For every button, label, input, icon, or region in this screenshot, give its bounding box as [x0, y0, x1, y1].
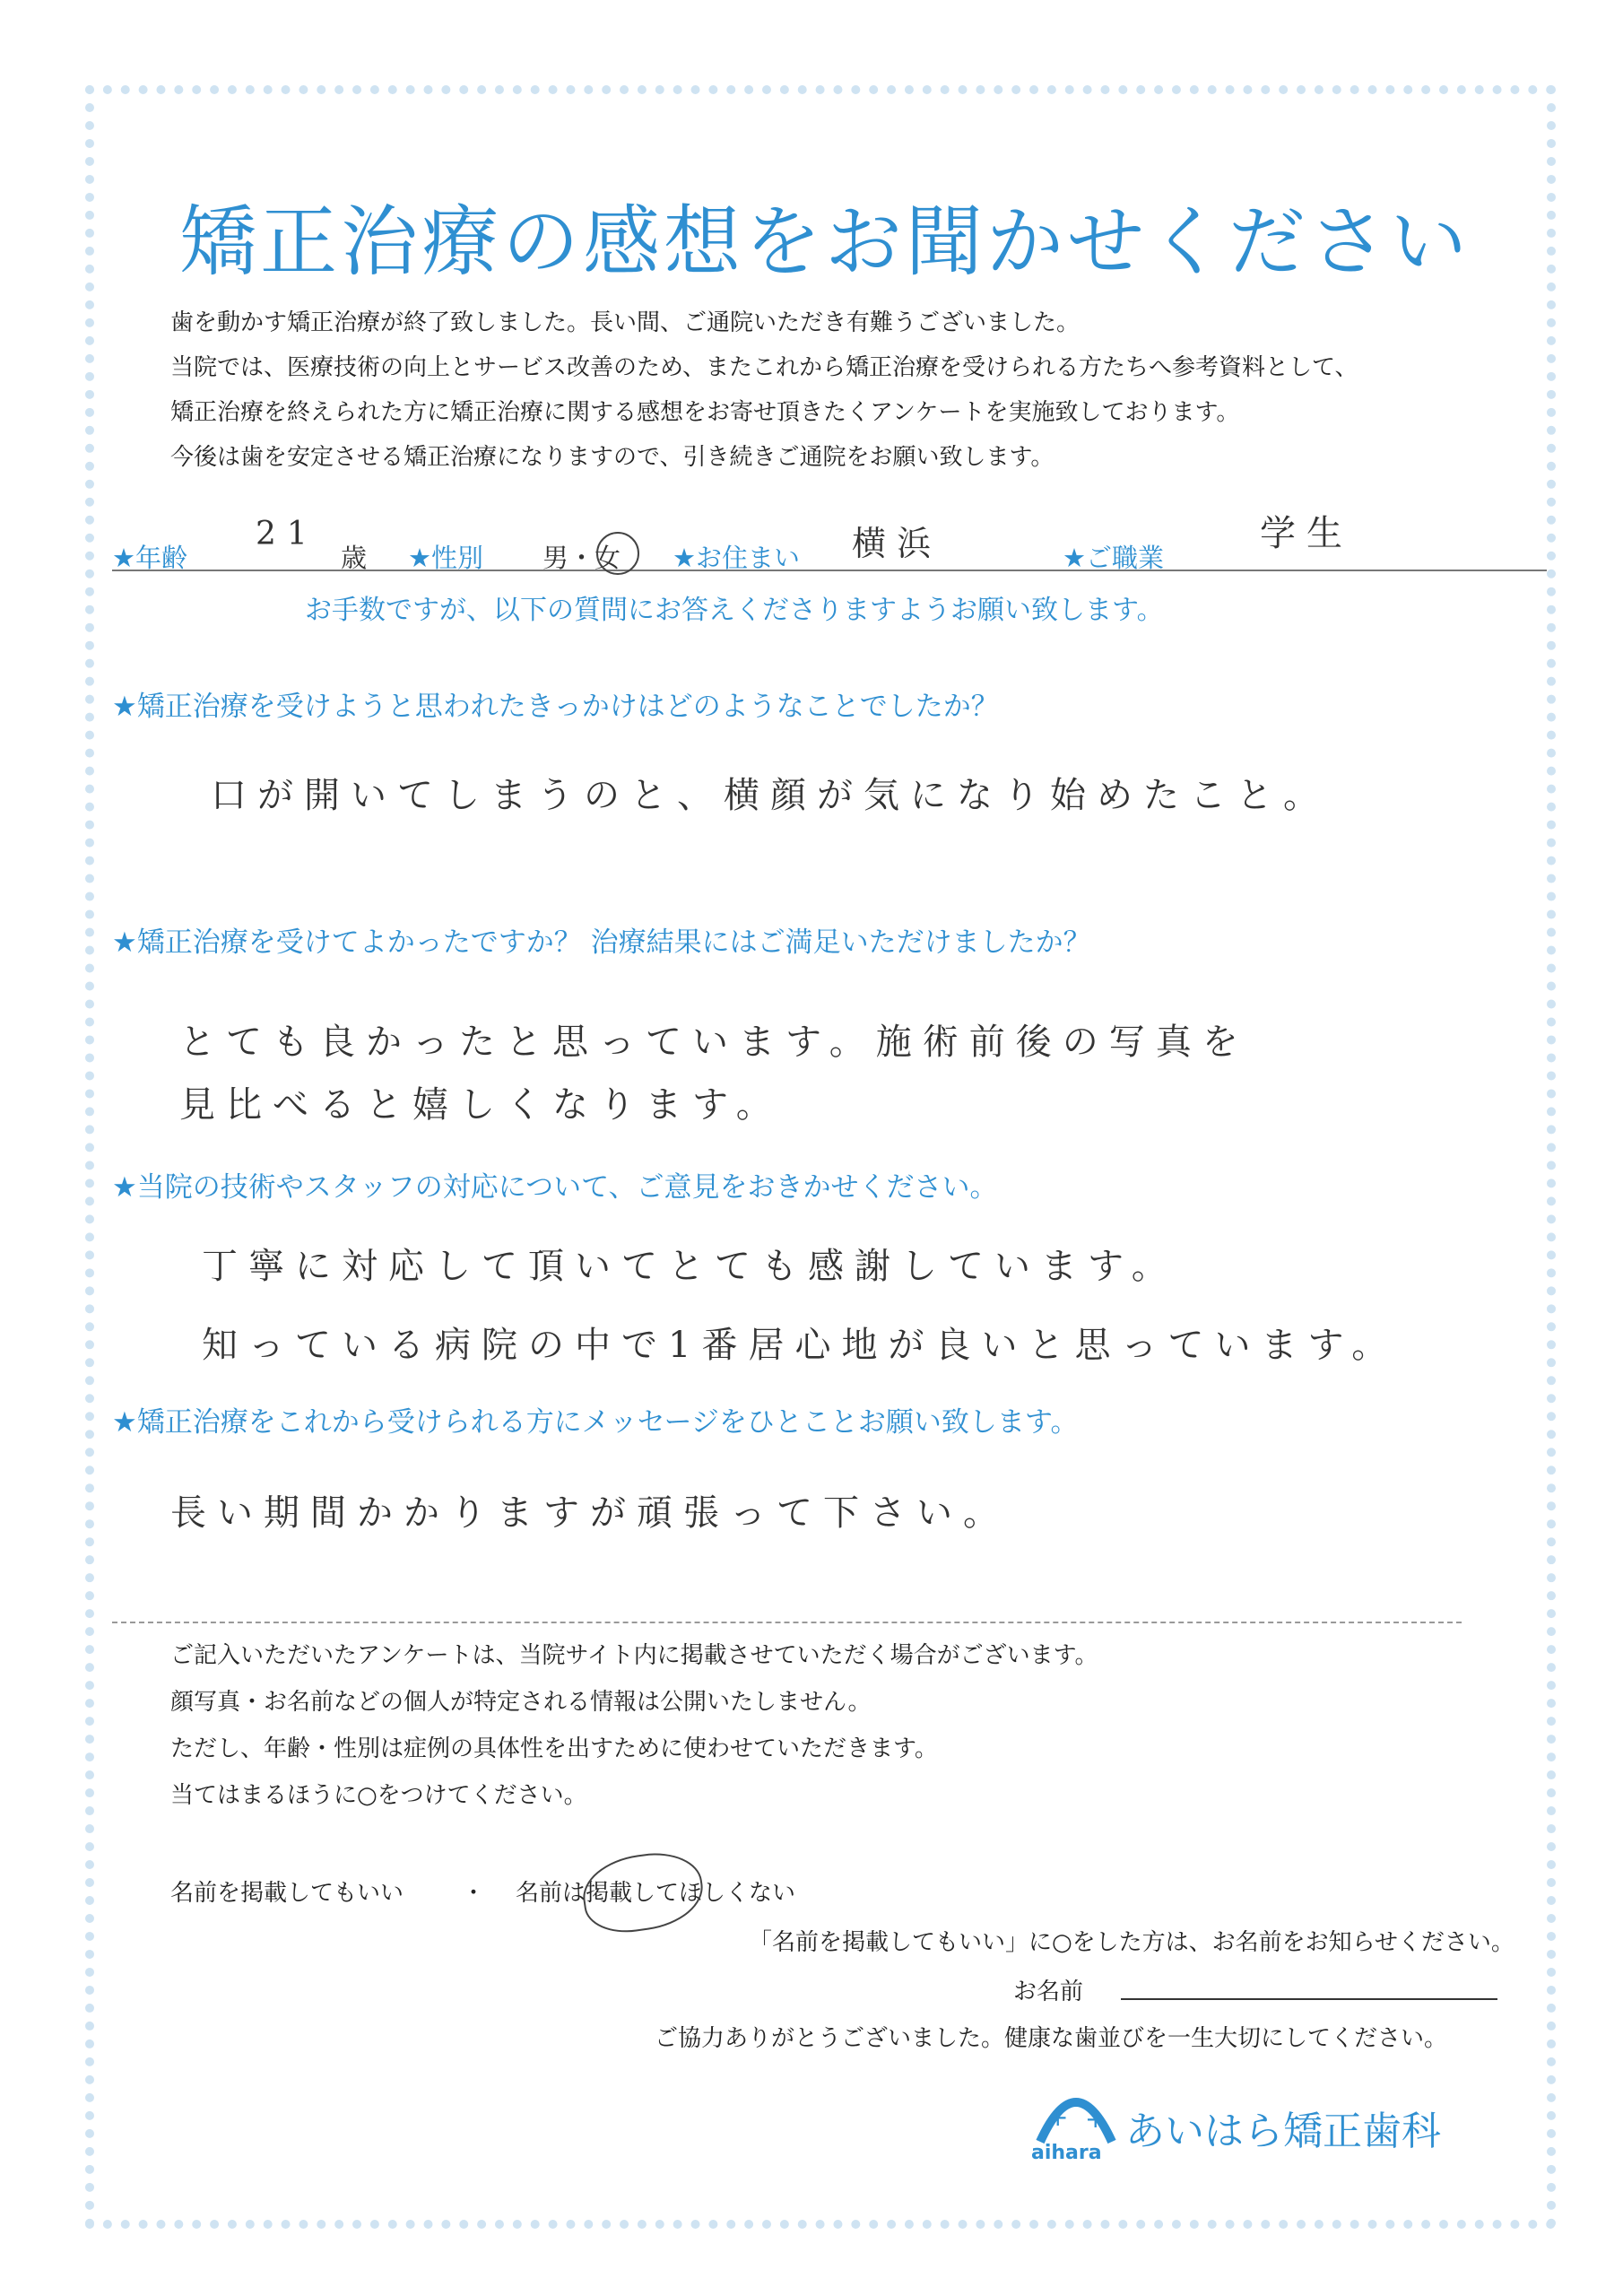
respondent-info — [112, 513, 1547, 573]
intro-text — [170, 300, 1515, 480]
question-4: ★矯正治療をこれから受けられる方にメッセージをひとことお願い致します。 — [112, 1406, 1079, 1439]
intro-line: 当院では、医療技術の向上とサービス改善のため、またこれから矯正治療を受けられる方たちへ参考資料として、 — [170, 354, 1358, 381]
answer-3-line-1: 丁寧に対応して頂いてとても感謝しています。 — [202, 1246, 1178, 1287]
clinic-logo-sub: aihara — [1031, 2142, 1102, 2164]
note-line: ご記入いただいたアンケートは、当院サイト内に掲載させていただく場合がございます。 — [170, 1642, 1098, 1669]
age-unit: 歳 — [341, 543, 368, 573]
thanks-text: ご協力ありがとうございました。健康な歯並びを一生大切にしてください。 — [655, 2025, 1448, 2052]
note-line: 当てはまるほうに○をつけてください。 — [170, 1782, 587, 1809]
clinic-logo-icon — [1031, 2072, 1121, 2144]
answer-2-line-1: とても良かったと思っています。施術前後の写真を — [179, 1022, 1249, 1063]
question-2: ★矯正治療を受けてよかったですか？ 治療結果にはご満足いただけましたか？ — [112, 926, 1091, 959]
note-line: 顔写真・お名前などの個人が特定される情報は公開いたしません。 — [170, 1689, 872, 1716]
answer-3-line-2: 知っている病院の中で1番居心地が良いと思っています。 — [202, 1325, 1399, 1366]
answer-4-line-1: 長い期間かかりますが頑張って下さい。 — [170, 1492, 1010, 1534]
name-note: 「名前を掲載してもいい」に○をした方は、お名前をお知らせください。 — [749, 1929, 1515, 1956]
page-title: 矯正治療の感想をお聞かせください — [179, 197, 1471, 287]
gender-circle-mark — [596, 532, 639, 575]
answer-1-line-1: 口が開いてしまうのと、横顔が気になり始めたこと。 — [211, 775, 1330, 816]
age-value: 21 — [256, 516, 318, 552]
divider — [112, 1622, 1462, 1623]
occupation-value: 学生 — [1260, 513, 1353, 554]
option-no-publish-name: 名前は掲載してほしくない — [516, 1880, 796, 1907]
residence-value: 横浜 — [852, 524, 942, 563]
notes — [170, 1632, 1098, 1819]
svg-text:+: + — [1085, 2104, 1107, 2134]
clinic-name: あいはら矯正歯科 — [1125, 2109, 1441, 2154]
occupation-label: ★ご職業 — [1063, 543, 1164, 573]
age-label: ★年齢 — [112, 543, 187, 573]
intro-line: 歯を動かす矯正治療が終了致しました。長い間、ご通院いただき有難うございました。 — [170, 309, 1081, 336]
intro-line: 矯正治療を終えられた方に矯正治療に関する感想をお寄せ頂きたくアンケートを実施致しております。 — [170, 399, 1240, 426]
gender-label: ★性別 — [408, 543, 483, 573]
answer-2-line-2: 見比べると嬉しくなります。 — [179, 1084, 783, 1126]
option-separator: ・ — [462, 1880, 486, 1907]
question-1: ★矯正治療を受けようと思われたきっかけはどのようなことでしたか？ — [112, 691, 999, 723]
intro-line: 今後は歯を安定させる矯正治療になりますので、引き続きご通院をお願い致します。 — [170, 444, 1055, 471]
name-label: お名前 — [1013, 1979, 1084, 2005]
question-3: ★当院の技術やスタッフの対応について、ご意見をおきかせください。 — [112, 1171, 998, 1204]
clinic-logo — [1031, 2072, 1497, 2170]
residence-label: ★お住まい — [673, 543, 800, 573]
note-line: ただし、年齢・性別は症例の具体性を出すために使わせていただきます。 — [170, 1735, 938, 1762]
option-publish-name: 名前を掲載してもいい — [170, 1880, 404, 1907]
name-field-line — [1121, 1998, 1497, 2000]
gender-options: 男・女 — [542, 543, 621, 573]
svg-text:+: + — [1047, 2102, 1069, 2132]
request-text: お手数ですが、以下の質問にお答えくださりますようお願い致します。 — [305, 595, 1164, 626]
